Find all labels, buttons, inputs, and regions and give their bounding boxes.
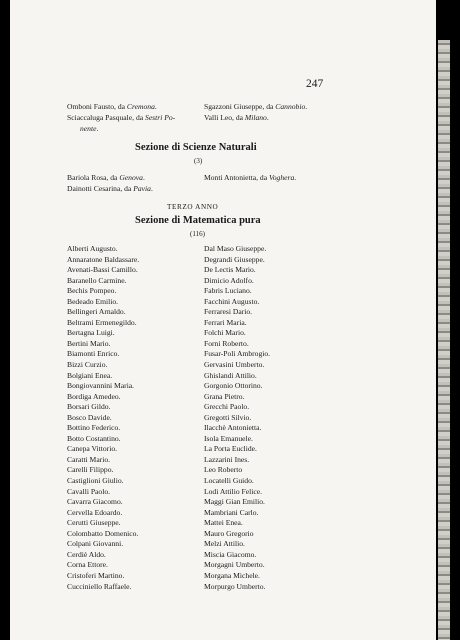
list-item: Biamonti Enrico. [67, 349, 120, 359]
student-list-right [204, 244, 270, 592]
list-item: Bellingeri Arnaldo. [67, 307, 126, 317]
entry-sciaccaluga: Sciaccaluga Pasquale, da Sestri Po- [67, 113, 176, 122]
list-item: Leo Roberto [204, 465, 243, 475]
list-item: Annaratone Baldassare. [67, 254, 140, 264]
list-item: Cristoferi Martino. [67, 570, 125, 580]
list-item: Cerutti Giuseppe. [67, 518, 121, 528]
list-item: Avenati-Bassi Camillo. [67, 265, 138, 275]
student-list-left [67, 244, 139, 592]
list-item: Bertagna Luigi. [67, 328, 115, 338]
list-item: Mattei Enea. [204, 518, 243, 528]
list-item: Bedeado Emilio. [67, 296, 119, 306]
page-edge-texture [438, 40, 450, 640]
list-item: Maggi Gian Emilio. [204, 497, 265, 507]
list-item: Beltrami Ermenegildo. [67, 317, 137, 327]
list-item: Fabris Luciano. [204, 286, 252, 296]
entry-valli: Valli Leo, da Milano. [204, 113, 269, 122]
list-item: Carelli Filippo. [67, 465, 114, 475]
list-item: Botto Costantino. [67, 433, 121, 443]
list-item: Colpani Giovanni. [67, 539, 124, 549]
list-item: Cervella Edoardo. [67, 507, 123, 517]
entry-dainotti: Dainotti Cesarina, da Pavia. [67, 184, 153, 193]
list-item: Canepa Vittorio. [67, 444, 118, 454]
list-item: Facchini Augusto. [204, 296, 260, 306]
list-item: Melzi Attilio. [204, 539, 245, 549]
list-item: Bechis Pompeo. [67, 286, 117, 296]
section-count-matematica-pura: (116) [190, 230, 205, 238]
entry-sciaccaluga-cont: nente. [80, 124, 99, 133]
list-item: Miscia Giacomo. [204, 549, 257, 559]
list-item: Morgana Michele. [204, 570, 260, 580]
list-item: Baranello Carmine. [67, 275, 127, 285]
list-item: Caratti Mario. [67, 454, 111, 464]
entry-omboni: Omboni Fausto, da Cremona. [67, 102, 157, 111]
list-item: Gervasini Umberto. [204, 360, 265, 370]
list-item: Castiglioni Giulio. [67, 476, 124, 486]
entry-sgazzoni: Sgazzoni Giuseppe, da Cannobio. [204, 102, 308, 111]
list-item: Colombatto Domenico. [67, 528, 139, 538]
entry-monti: Monti Antonietta, da Voghera. [204, 173, 297, 182]
entry-bariola: Bariola Rosa, da Genova. [67, 173, 145, 182]
list-item: Alberti Augusto. [67, 244, 118, 253]
list-item: Bottino Federico. [67, 423, 121, 433]
list-item: Bizzi Curzio. [67, 360, 108, 370]
list-item: Grana Pietro. [204, 391, 245, 401]
list-item: Mambriani Carlo. [204, 507, 259, 517]
list-item: Cavarra Giacomo. [67, 497, 123, 507]
list-item: Lodi Attilio Felice. [204, 486, 263, 496]
list-item: Ferrari Maria. [204, 317, 247, 327]
list-item: Borsari Gildo. [67, 402, 111, 412]
page-number: 247 [306, 78, 324, 90]
list-item: Morpurgo Umberto. [204, 581, 266, 591]
list-item: Cerdiè Aldo. [67, 549, 106, 559]
list-item: Gorgonio Ottorino. [204, 381, 263, 391]
list-item: Ferraresi Dario. [204, 307, 253, 317]
list-item: Grecchi Paolo. [204, 402, 250, 412]
list-item: Locatelli Guido. [204, 476, 254, 486]
list-item: Dimicio Adolfo. [204, 275, 254, 285]
list-item: Degrandi Giuseppe. [204, 254, 265, 264]
list-item: Folchi Mario. [204, 328, 246, 338]
list-item: Bolgiani Enea. [67, 370, 113, 380]
list-item: De Lectis Mario. [204, 265, 256, 275]
list-item: La Porta Euclide. [204, 444, 257, 454]
section-title-scienze-naturali: Sezione di Scienze Naturali [135, 142, 257, 153]
list-item: Isola Emanuele. [204, 433, 253, 443]
year-heading: TERZO ANNO [167, 203, 219, 211]
list-item: Bertini Mario. [67, 338, 111, 348]
list-item: Cavalli Paolo. [67, 486, 111, 496]
list-item: Lazzarini Ines. [204, 454, 250, 464]
section-count-scienze-naturali: (3) [194, 157, 203, 165]
list-item: Forni Roberto. [204, 338, 249, 348]
list-item: Cucciniello Raffaele. [67, 581, 132, 591]
section-title-matematica-pura: Sezione di Matematica pura [135, 215, 261, 226]
list-item: Dal Maso Giuseppe. [204, 244, 267, 253]
page-edge [436, 0, 460, 640]
list-item: Ghislandi Attilio. [204, 370, 257, 380]
list-item: Fusar-Poli Ambrogio. [204, 349, 271, 359]
list-item: Mauro Gregorio [204, 528, 254, 538]
list-item: Bordiga Amedeo. [67, 391, 121, 401]
list-item: Gregotti Silvio. [204, 412, 252, 422]
list-item: Corna Ettore. [67, 560, 108, 570]
list-item: Bongiovannini Maria. [67, 381, 135, 391]
book-page [10, 0, 436, 640]
list-item: Bosco Davide. [67, 412, 112, 422]
list-item: Ilacchè Antonietta. [204, 423, 262, 433]
list-item: Morgagni Umberto. [204, 560, 265, 570]
